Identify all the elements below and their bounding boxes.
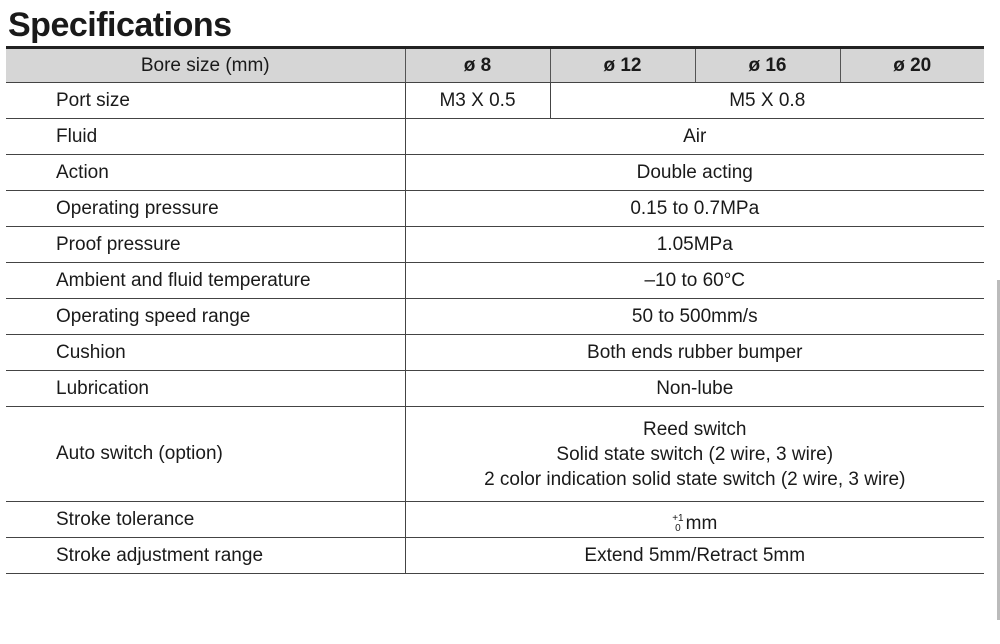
- port-size-large: M5 X 0.8: [550, 83, 984, 119]
- auto-switch-line: 2 color indication solid state switch (2 wire, 3 wire): [484, 468, 906, 490]
- row-label-port-size: Port size: [6, 83, 405, 119]
- row-label: Ambient and fluid temperature: [6, 263, 405, 299]
- row-label: Operating pressure: [6, 191, 405, 227]
- specifications-table: [6, 49, 984, 574]
- auto-switch-line: Solid state switch (2 wire, 3 wire): [556, 443, 834, 465]
- row-value: –10 to 60°C: [405, 263, 984, 299]
- stroke-adjustment-value: Extend 5mm/Retract 5mm: [405, 538, 984, 574]
- header-bore-size-label: Bore size (mm): [6, 49, 405, 83]
- auto-switch-options: [405, 407, 984, 502]
- table-row: [6, 371, 984, 407]
- row-label: Lubrication: [6, 371, 405, 407]
- row-label: Proof pressure: [6, 227, 405, 263]
- row-label-stroke-adjustment: Stroke adjustment range: [6, 538, 405, 574]
- table-row: [6, 538, 984, 574]
- table-row: [6, 407, 984, 502]
- stroke-tolerance-value: [405, 502, 984, 538]
- table-row: [6, 191, 984, 227]
- table-row: [6, 119, 984, 155]
- header-bore-8: ø 8: [405, 49, 550, 83]
- table-row: [6, 335, 984, 371]
- table-row: [6, 299, 984, 335]
- row-value: 50 to 500mm/s: [405, 299, 984, 335]
- table-header-row: [6, 49, 984, 83]
- table-row: [6, 227, 984, 263]
- table-row: [6, 155, 984, 191]
- row-value: Air: [405, 119, 984, 155]
- header-bore-20: ø 20: [840, 49, 984, 83]
- row-label: Action: [6, 155, 405, 191]
- header-bore-12: ø 12: [550, 49, 695, 83]
- tolerance-lower: 0: [675, 522, 681, 534]
- row-value: Both ends rubber bumper: [405, 335, 984, 371]
- header-bore-16: ø 16: [695, 49, 840, 83]
- tolerance-unit: mm: [685, 512, 718, 534]
- table-row: [6, 263, 984, 299]
- row-label: Fluid: [6, 119, 405, 155]
- table-row: [6, 83, 984, 119]
- row-value: Double acting: [405, 155, 984, 191]
- page-title: Specifications: [8, 6, 232, 44]
- tolerance-upper: +1: [672, 512, 684, 524]
- auto-switch-line: Reed switch: [643, 418, 747, 440]
- row-value: Non-lube: [405, 371, 984, 407]
- row-label-stroke-tolerance: Stroke tolerance: [6, 502, 405, 538]
- row-label-auto-switch: Auto switch (option): [6, 407, 405, 502]
- row-value: 1.05MPa: [405, 227, 984, 263]
- row-label: Operating speed range: [6, 299, 405, 335]
- row-value: 0.15 to 0.7MPa: [405, 191, 984, 227]
- row-label: Cushion: [6, 335, 405, 371]
- port-size-small: M3 X 0.5: [405, 83, 550, 119]
- table-row: [6, 502, 984, 538]
